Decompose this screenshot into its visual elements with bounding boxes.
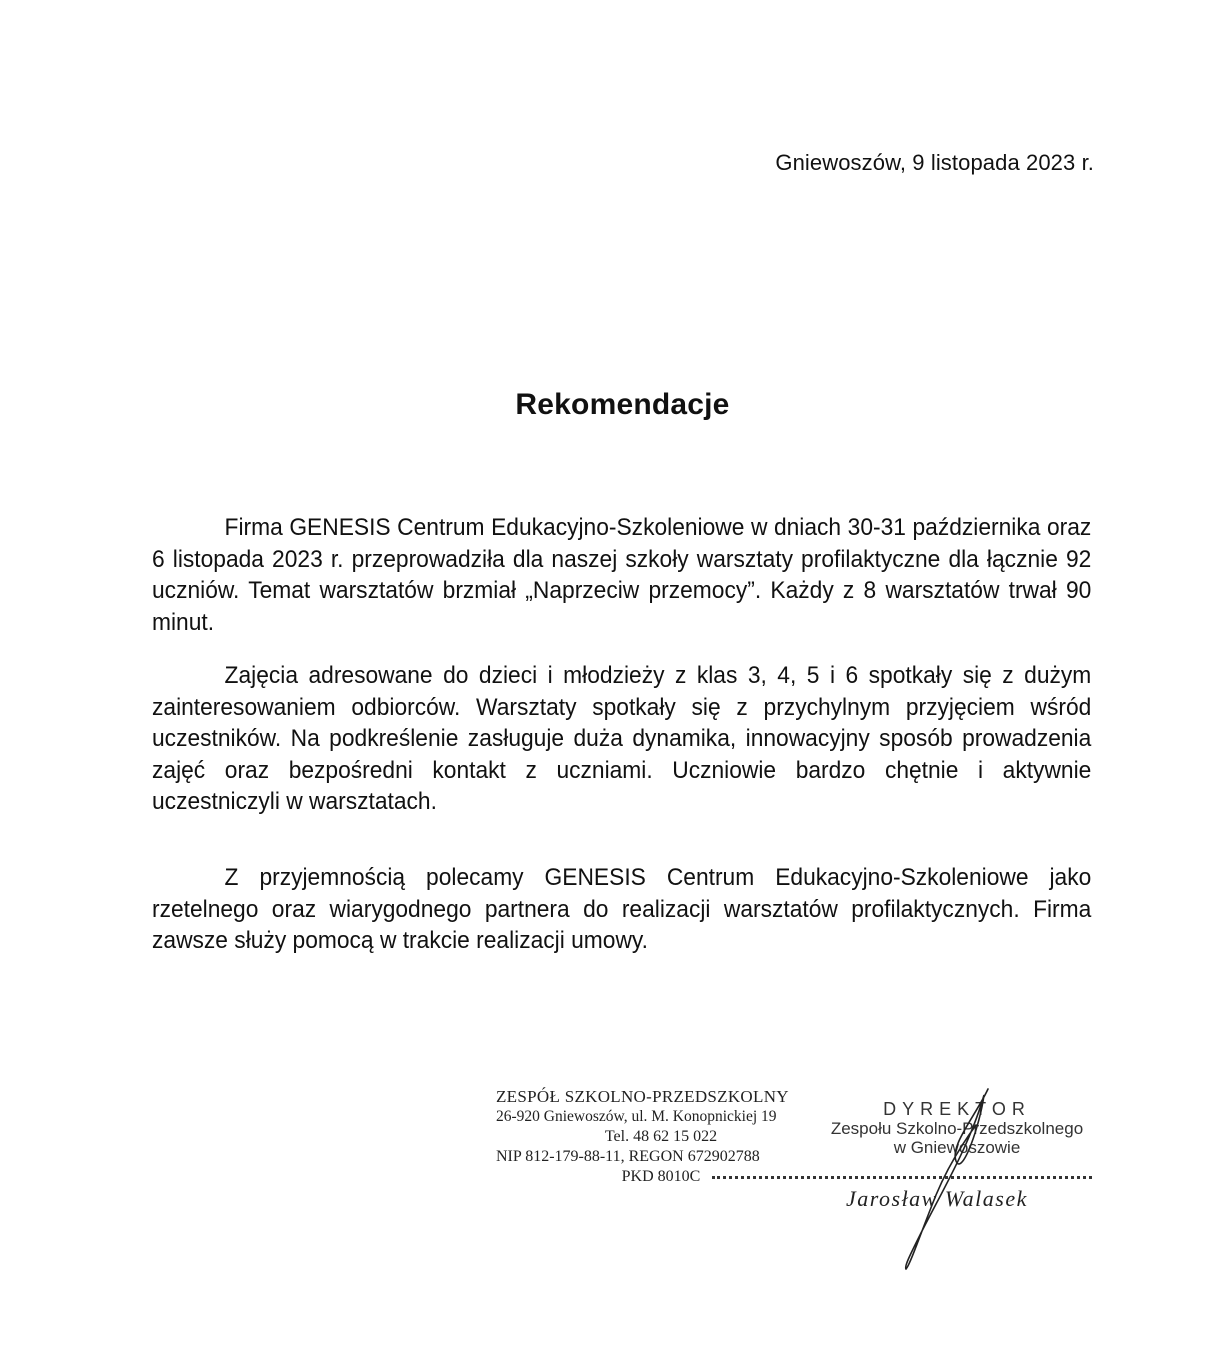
- place-and-date: Gniewoszów, 9 listopada 2023 r.: [775, 150, 1094, 175]
- stamp-pkd: PKD 8010C: [621, 1168, 701, 1185]
- document-title: Rekomendacje: [515, 388, 730, 421]
- paragraph-1: [152, 512, 1091, 638]
- director-name: Jarosław Walasek: [846, 1186, 1028, 1211]
- handwritten-signature-icon: [880, 1085, 1000, 1275]
- paragraph-3: [152, 862, 1091, 957]
- stamp-address: 26-920 Gniewoszów, ul. M. Konopnickiej 19: [496, 1108, 777, 1125]
- director-location: w Gniewoszowie: [893, 1138, 1021, 1157]
- school-stamp: [496, 1087, 826, 1187]
- stamp-phone: Tel. 48 62 15 022: [604, 1128, 718, 1145]
- stamp-ids: NIP 812-179-88-11, REGON 672902788: [496, 1148, 760, 1165]
- stamp-school-name: ZESPÓŁ SZKOLNO-PRZEDSZKOLNY: [496, 1087, 789, 1106]
- paragraph-text: Z przyjemnością polecamy GENESIS Centrum Edukacyjno-Szkoleniowe jako rzetelnego oraz wiarygodnego partnera do realizacji warsztatów profilaktycznych. Firma zawsze służy pomocą w trakcie realizacji umowy.: [152, 864, 1092, 954]
- director-institution: Zespołu Szkolno-Przedszkolnego: [830, 1119, 1084, 1138]
- paragraph-text: Zajęcia adresowane do dzieci i młodzieży z klas 3, 4, 5 i 6 spotkały się z dużym zainteresowaniem odbiorców. Warsztaty spotkały się z przychylnym przyjęciem wśród uczestników. Na podkreślenie zasługuje duża dynamika, innowacyjny sposób prowadzenia zajęć oraz bezpośredni kontakt z uczniami. Uczniowie bardzo chętnie i aktywnie uczestniczyli w warsztatach.: [152, 662, 1092, 815]
- paragraph-text: Firma GENESIS Centrum Edukacyjno-Szkoleniowe w dniach 30-31 października oraz 6 listopada 2023 r. przeprowadziła dla naszej szkoły warsztaty profilaktyczne dla łącznie 92 uczniów. Temat warsztatów brzmiał „Naprzeciw przemocy”. Każdy z 8 warsztatów trwał 90 minut.: [152, 514, 1092, 636]
- director-role: DYREKTOR: [883, 1099, 1031, 1119]
- paragraph-2: [152, 660, 1091, 818]
